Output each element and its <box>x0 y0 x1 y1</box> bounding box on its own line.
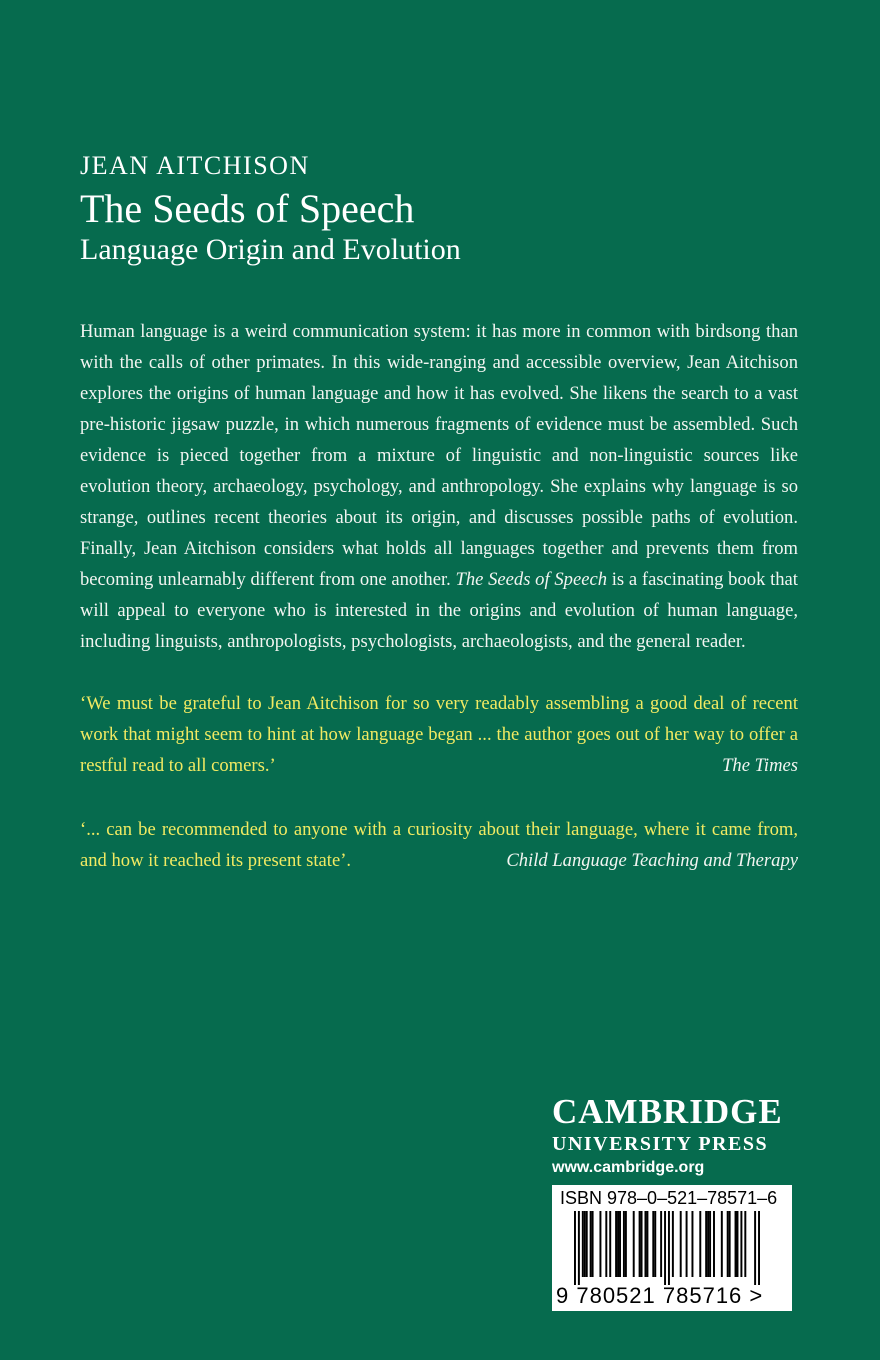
barcode-bar <box>617 1211 619 1277</box>
barcode-bar <box>639 1211 641 1277</box>
quote-source: The Times <box>722 755 798 776</box>
barcode-bar <box>578 1211 580 1285</box>
publisher-logo <box>552 1092 792 1180</box>
barcode-bar <box>709 1211 711 1277</box>
barcode-bar <box>686 1211 688 1277</box>
barcode-bars <box>574 1211 760 1285</box>
review-quote-2 <box>80 814 798 876</box>
barcode-bar <box>586 1211 588 1277</box>
barcode-bar <box>641 1211 643 1277</box>
quote-text: ‘We must be grateful to Jean Aitchison for so very readably assembling a good deal of recent work that might seem to hint at how language began ... the author goes out of her way to offer a restful read to all comers.’ <box>80 693 798 776</box>
publisher-url: www.cambridge.org <box>552 1159 705 1176</box>
blurb-part-1: Human language is a weird communication system: it has more in common with birdsong than with the calls of other primates. In this wide-ranging and accessible overview, Jean Aitchison explores the origins of human language and how it has evolved. She likens the search to a vast pre-historic jigsaw puzzle, in which numerous fragments of evidence must be assembled. Such evidence is pieced together from a mixture of linguistic and non-linguistic sources like evolution theory, archaeology, psychology, and anthropology. She explains why language is so strange, outlines recent theories about its origin, and discusses possible paths of evolution. Finally, Jean Aitchison considers what holds all languages together and prevents them from becoming unlearnably different from one another. <box>80 321 798 590</box>
barcode-bar <box>660 1211 662 1277</box>
barcode-number: 9 780521 785716 > <box>556 1283 764 1308</box>
barcode-bar <box>619 1211 621 1277</box>
book-subtitle: Language Origin and Evolution <box>80 233 461 266</box>
isbn-barcode <box>552 1185 792 1311</box>
publisher-name: CAMBRIDGE <box>552 1092 783 1131</box>
review-quote-1 <box>80 688 798 781</box>
isbn-label: ISBN 978–0–521–78571–6 <box>560 1188 778 1208</box>
barcode-bar <box>737 1211 739 1277</box>
barcode-bar <box>609 1211 611 1277</box>
quote-text: ‘... can be recommended to anyone with a curiosity about their language, where it came from, and how it reached its present state’. <box>80 819 798 871</box>
barcode-bar <box>727 1211 729 1277</box>
blurb-title-italic: The Seeds of Speech <box>455 569 608 590</box>
barcode-bar <box>623 1211 625 1277</box>
barcode-bar <box>644 1211 646 1277</box>
barcode-bar <box>691 1211 693 1277</box>
barcode-bar <box>680 1211 682 1277</box>
barcode-bar <box>705 1211 707 1277</box>
barcode-bar <box>590 1211 592 1277</box>
barcode-bar <box>754 1211 756 1285</box>
barcode-bar <box>633 1211 635 1277</box>
barcode-bar <box>615 1211 617 1277</box>
book-title: The Seeds of Speech <box>80 186 415 231</box>
barcode-bar <box>672 1211 674 1277</box>
barcode-bar <box>699 1211 701 1277</box>
barcode-bar <box>713 1211 715 1277</box>
barcode-bar <box>729 1211 731 1277</box>
barcode-bar <box>740 1211 742 1277</box>
barcode-bar <box>652 1211 654 1277</box>
barcode-bar <box>668 1211 670 1285</box>
barcode-bar <box>664 1211 666 1285</box>
barcode-bar <box>735 1211 737 1277</box>
barcode-bar <box>744 1211 746 1277</box>
blurb-paragraph <box>80 316 798 657</box>
barcode-bar <box>584 1211 586 1277</box>
barcode-bar <box>707 1211 709 1277</box>
barcode-bar <box>721 1211 723 1277</box>
barcode-bar <box>625 1211 627 1277</box>
barcode-bar <box>646 1211 648 1277</box>
barcode-bar <box>605 1211 607 1277</box>
publisher-press: UNIVERSITY PRESS <box>552 1133 769 1155</box>
quote-source: Child Language Teaching and Therapy <box>506 850 798 871</box>
barcode-bar <box>654 1211 656 1277</box>
barcode-bar <box>758 1211 760 1285</box>
barcode-bar <box>574 1211 576 1285</box>
barcode-bar <box>592 1211 594 1277</box>
blurb-part-2: is a fascinating book that will appeal to everyone who is interested in the origins and evolution of human language, including linguists, anthropologists, psychologists, archaeologists, and the general reader. <box>80 569 798 652</box>
barcode-bar <box>582 1211 584 1277</box>
barcode-bar <box>599 1211 601 1277</box>
author-name: JEAN AITCHISON <box>80 151 310 180</box>
